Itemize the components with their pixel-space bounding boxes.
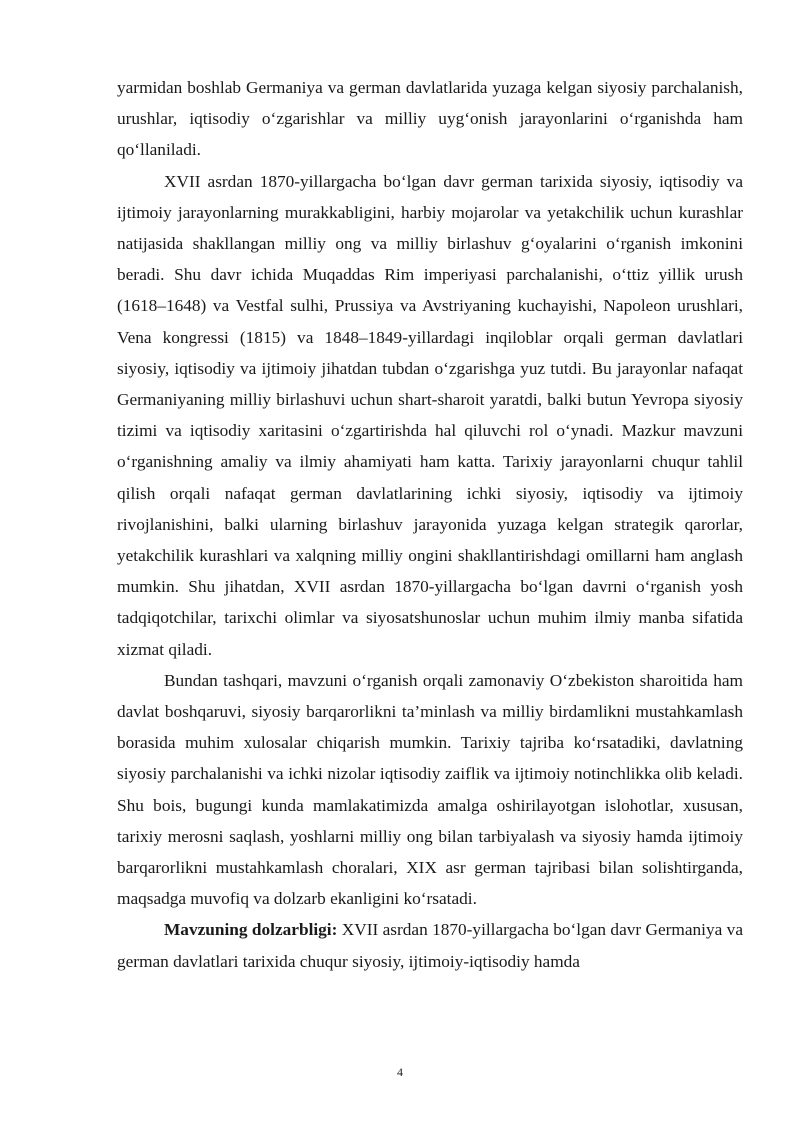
page-number: 4: [397, 1065, 403, 1079]
section-lead-heading: Mavzuning dolzarbligi:: [164, 920, 338, 940]
paragraph-continuation: yarmidan boshlab Germaniya va german davlatlarida yuzaga kelgan siyosiy parchalanish, urushlar, iqtisodiy o‘zgarishlar va milliy uyg‘onish jarayonlarini o‘rganishda ham qo‘llaniladi.: [117, 78, 743, 160]
paragraph-topic-relevance: [117, 914, 743, 976]
document-page: [117, 72, 743, 977]
paragraph-historical-period: XVII asrdan 1870-yillargacha bo‘lgan davr german tarixida siyosiy, iqtisodiy va ijtimoiy jarayonlarning murakkabligini, harbiy mojarolar va yetakchilik uchun kurashlar natijasida shakllangan milliy ong va milliy birlashuv g‘oyalarini o‘rganish imkonini beradi. Shu davr ichida Muqaddas Rim imperiyasi parchalanishi, o‘ttiz yillik urush (1618–1648) va Vestfal sulhi, Prussiya va Avstriyaning kuchayishi, Napoleon urushlari, Vena kongressi (1815) va 1848–1849-yillardagi inqiloblar orqali german davlatlari siyosiy, iqtisodiy va ijtimoiy jihatdan tubdan o‘zgarishga yuz tutdi. Bu jarayonlar nafaqat Germaniyaning milliy birlashuvi uchun shart-sharoit yaratdi, balki butun Yevropa siyosiy tizimi va iqtisodiy xaritasini o‘zgartirishda hal qiluvchi rol o‘ynadi. Mazkur mavzuni o‘rganishning amaliy va ilmiy ahamiyati ham katta. Tarixiy jarayonlarni chuqur tahlil qilish orqali nafaqat german davlatlarining ichki siyosiy, iqtisodiy va ijtimoiy rivojlanishini, balki ularning birlashuv jarayonida yuzaga kelgan strategik qarorlar, yetakchilik kurashlari va xalqning milliy ongini shakllantirishdagi omillarni ham anglash mumkin. Shu jihatdan, XVII asrdan 1870-yillargacha bo‘lgan davrni o‘rganish yosh tadqiqotchilar, tarixchi olimlar va siyosatshunoslar uchun muhim ilmiy manba sifatida xizmat qiladi.: [117, 171, 743, 659]
section-lead-text: XVII asrdan 1870-yillargacha bo‘lgan davr Germaniya va german davlatlari tarixida chuqur siyosiy, ijtimoiy-iqtisodiy hamda: [117, 920, 743, 971]
paragraph-uzbekistan-relevance: Bundan tashqari, mavzuni o‘rganish orqali zamonaviy O‘zbekiston sharoitida ham davlat boshqaruvi, siyosiy barqarorlikni ta’minlash va milliy birdamlikni mustahkamlash borasida muhim xulosalar chiqarish mumkin. Tarixiy tajriba ko‘rsatadiki, davlatning siyosiy parchalanishi va ichki nizolar iqtisodiy zaiflik va ijtimoiy notinchlikka olib keladi. Shu bois, bugungi kunda mamlakatimizda amalga oshirilayotgan islohotlar, xususan, tarixiy merosni saqlash, yoshlarni milliy ong bilan tarbiyalash va siyosiy hamda ijtimoiy barqarorlikni mustahkamlash choralari, XIX asr german tajribasi bilan solishtirganda, maqsadga muvofiq va dolzarb ekanligini ko‘rsatadi.: [117, 670, 743, 909]
